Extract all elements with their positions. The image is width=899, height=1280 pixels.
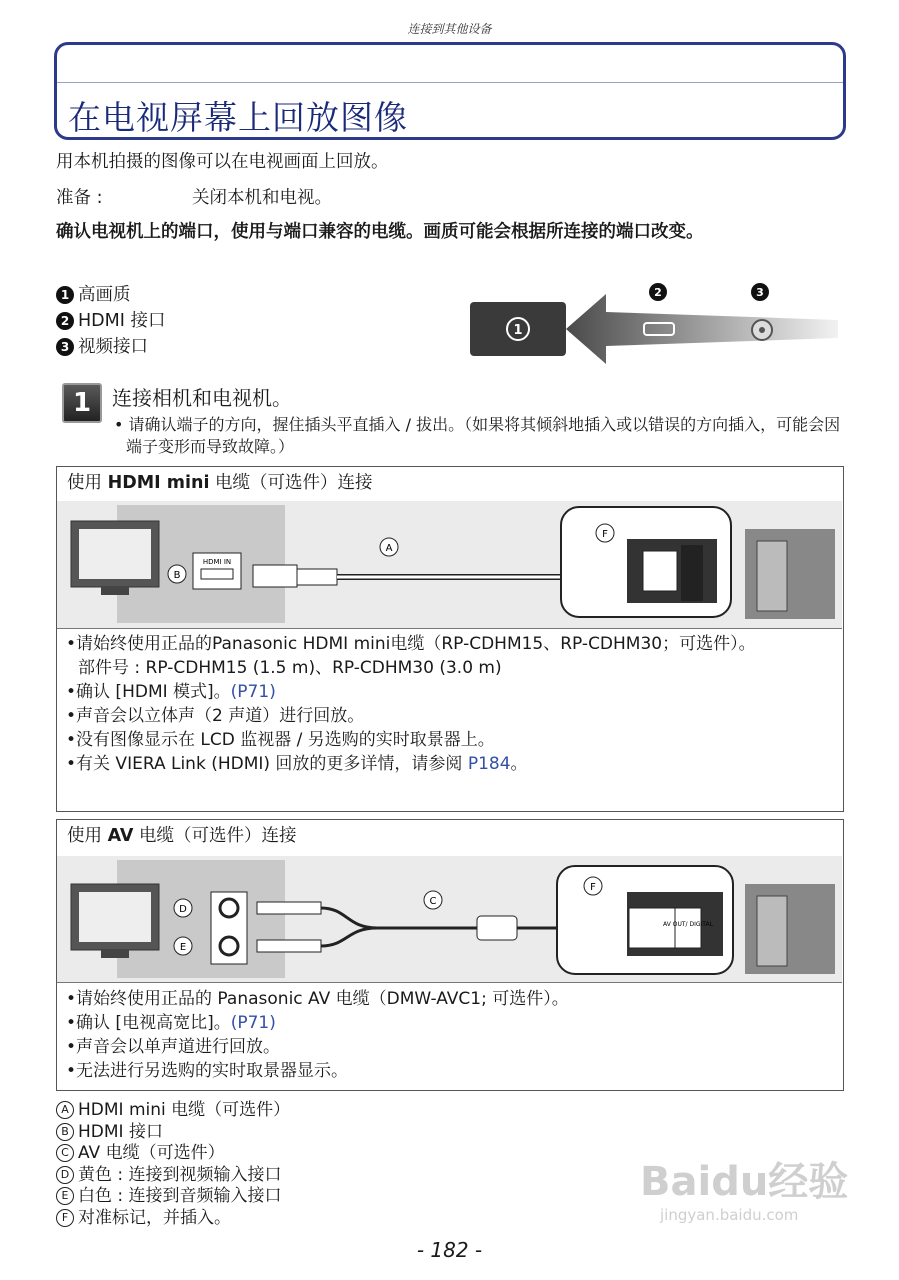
port-label: 视频接口 [78,337,148,357]
svg-text:B: B [173,570,181,581]
hdmi-connection-diagram [57,501,842,628]
note-item: 部件号 : RP-CDHM15 (1.5 m)、RP-CDHM30 (3.0 m) [78,658,502,678]
av-notes [66,987,836,1083]
port-marker-1: 1 [513,323,523,338]
watermark-url: jingyan.baidu.com [660,1206,799,1224]
note-item: •确认 [HDMI 模式]。(P71) [66,682,276,702]
hdmi-heading: 使用 HDMI mini 电缆（可选件）连接 [67,473,373,493]
svg-text:E: E [179,942,187,953]
note-item: •无法进行另选购的实时取景器显示。 [66,1061,349,1081]
av-connection-diagram [57,856,842,982]
port-item [56,334,165,360]
step-title: 连接相机和电视机。 [112,386,292,410]
svg-text:F: F [602,529,608,540]
legend-text: HDMI 接口 [78,1121,163,1142]
quality-arrow [566,294,838,364]
port-number: 1 [56,286,74,304]
legend-key: F [56,1209,74,1227]
page-header: 连接到其他设备 [407,22,492,36]
port-number: 2 [56,312,74,330]
step-note: • 请确认端子的方向，握住插头平直插入 / 拔出。（如果将其倾斜地插入或以错误的方向插入，可能会因端子变形而导致故障。） [114,415,841,456]
port-number: 3 [56,338,74,356]
port-marker-2: 2 [654,286,662,299]
svg-text:A: A [385,543,393,554]
legend-text: 黄色 : 连接到视频输入接口 [78,1164,282,1185]
av-divider [57,982,842,983]
legend-list [56,1100,290,1229]
step-note-text: 请确认端子的方向，握住插头平直插入 / 拔出。（如果将其倾斜地插入或以错误的方向插入，可能会因端子变形而导致故障。） [126,415,841,456]
legend-key: C [56,1144,74,1162]
quality-arrow-diagram [470,280,840,365]
legend-text: HDMI mini 电缆（可选件） [78,1100,291,1120]
note-item: •确认 [电视高宽比]。(P71) [66,1013,276,1033]
legend-text: AV 电缆（可选件） [78,1143,225,1163]
tv-port-label: HDMI IN [202,558,232,566]
legend-item [56,1100,290,1122]
watermark-logo: Baidu经验 [640,1159,849,1205]
prep-text: 关闭本机和电视。 [192,188,332,208]
step-number-badge: 1 [62,383,102,423]
svg-text:D: D [179,904,187,915]
confirm-text: 确认电视机上的端口，使用与端口兼容的电缆。画质可能会根据所连接的端口改变。 [56,222,704,242]
legend-text: 对准标记，并插入。 [78,1207,231,1228]
port-label: 高画质 [78,285,131,305]
port-item [56,308,165,334]
link-p71[interactable]: (P71) [230,1013,276,1033]
page-number: - 182 - [416,1238,483,1262]
port-list [56,282,165,360]
svg-text:C: C [429,896,437,907]
prep-label: 准备 : [56,188,103,208]
camera-port-label: AV OUT/ DIGITAL [663,921,713,928]
legend-item [56,1122,290,1144]
intro-text: 用本机拍摄的图像可以在电视画面上回放。 [56,152,389,172]
legend-key: D [56,1166,74,1184]
link-p184[interactable]: P184 [467,754,511,774]
legend-item [56,1143,290,1165]
link-p71[interactable]: (P71) [230,682,276,702]
hdmi-notes [66,632,836,776]
page-title: 在电视屏幕上回放图像 [68,98,408,137]
av-heading: 使用 AV 电缆（可选件）连接 [67,826,297,846]
legend-text: 白色 : 连接到音频输入接口 [78,1186,282,1206]
note-item: •声音会以立体声（2 声道）进行回放。 [66,706,365,726]
legend-item [56,1208,290,1230]
tv-screen [79,529,151,579]
legend-key: B [56,1123,74,1141]
note-item: •声音会以单声道进行回放。 [66,1037,281,1057]
note-item: •没有图像显示在 LCD 监视器 / 另选购的实时取景器上。 [66,730,495,750]
hdmi-divider [57,628,842,629]
legend-item [56,1165,290,1187]
port-item [56,282,165,308]
note-item: •请始终使用正品的 Panasonic AV 电缆（DMW-AVC1; 可选件）。 [66,989,569,1009]
title-divider [57,82,843,83]
legend-item [56,1186,290,1208]
legend-key: E [56,1187,74,1205]
note-item: •有关 VIERA Link (HDMI) 回放的更多详情，请参阅 P184。 [66,754,528,774]
note-item: •请始终使用正品的Panasonic HDMI mini电缆（RP-CDHM15、RP-CDHM30；可选件）。 [66,634,756,654]
port-marker-3: 3 [756,286,764,299]
svg-text:F: F [590,882,596,893]
port-label: HDMI 接口 [78,311,166,331]
tv-screen [79,892,151,942]
legend-key: A [56,1101,74,1119]
